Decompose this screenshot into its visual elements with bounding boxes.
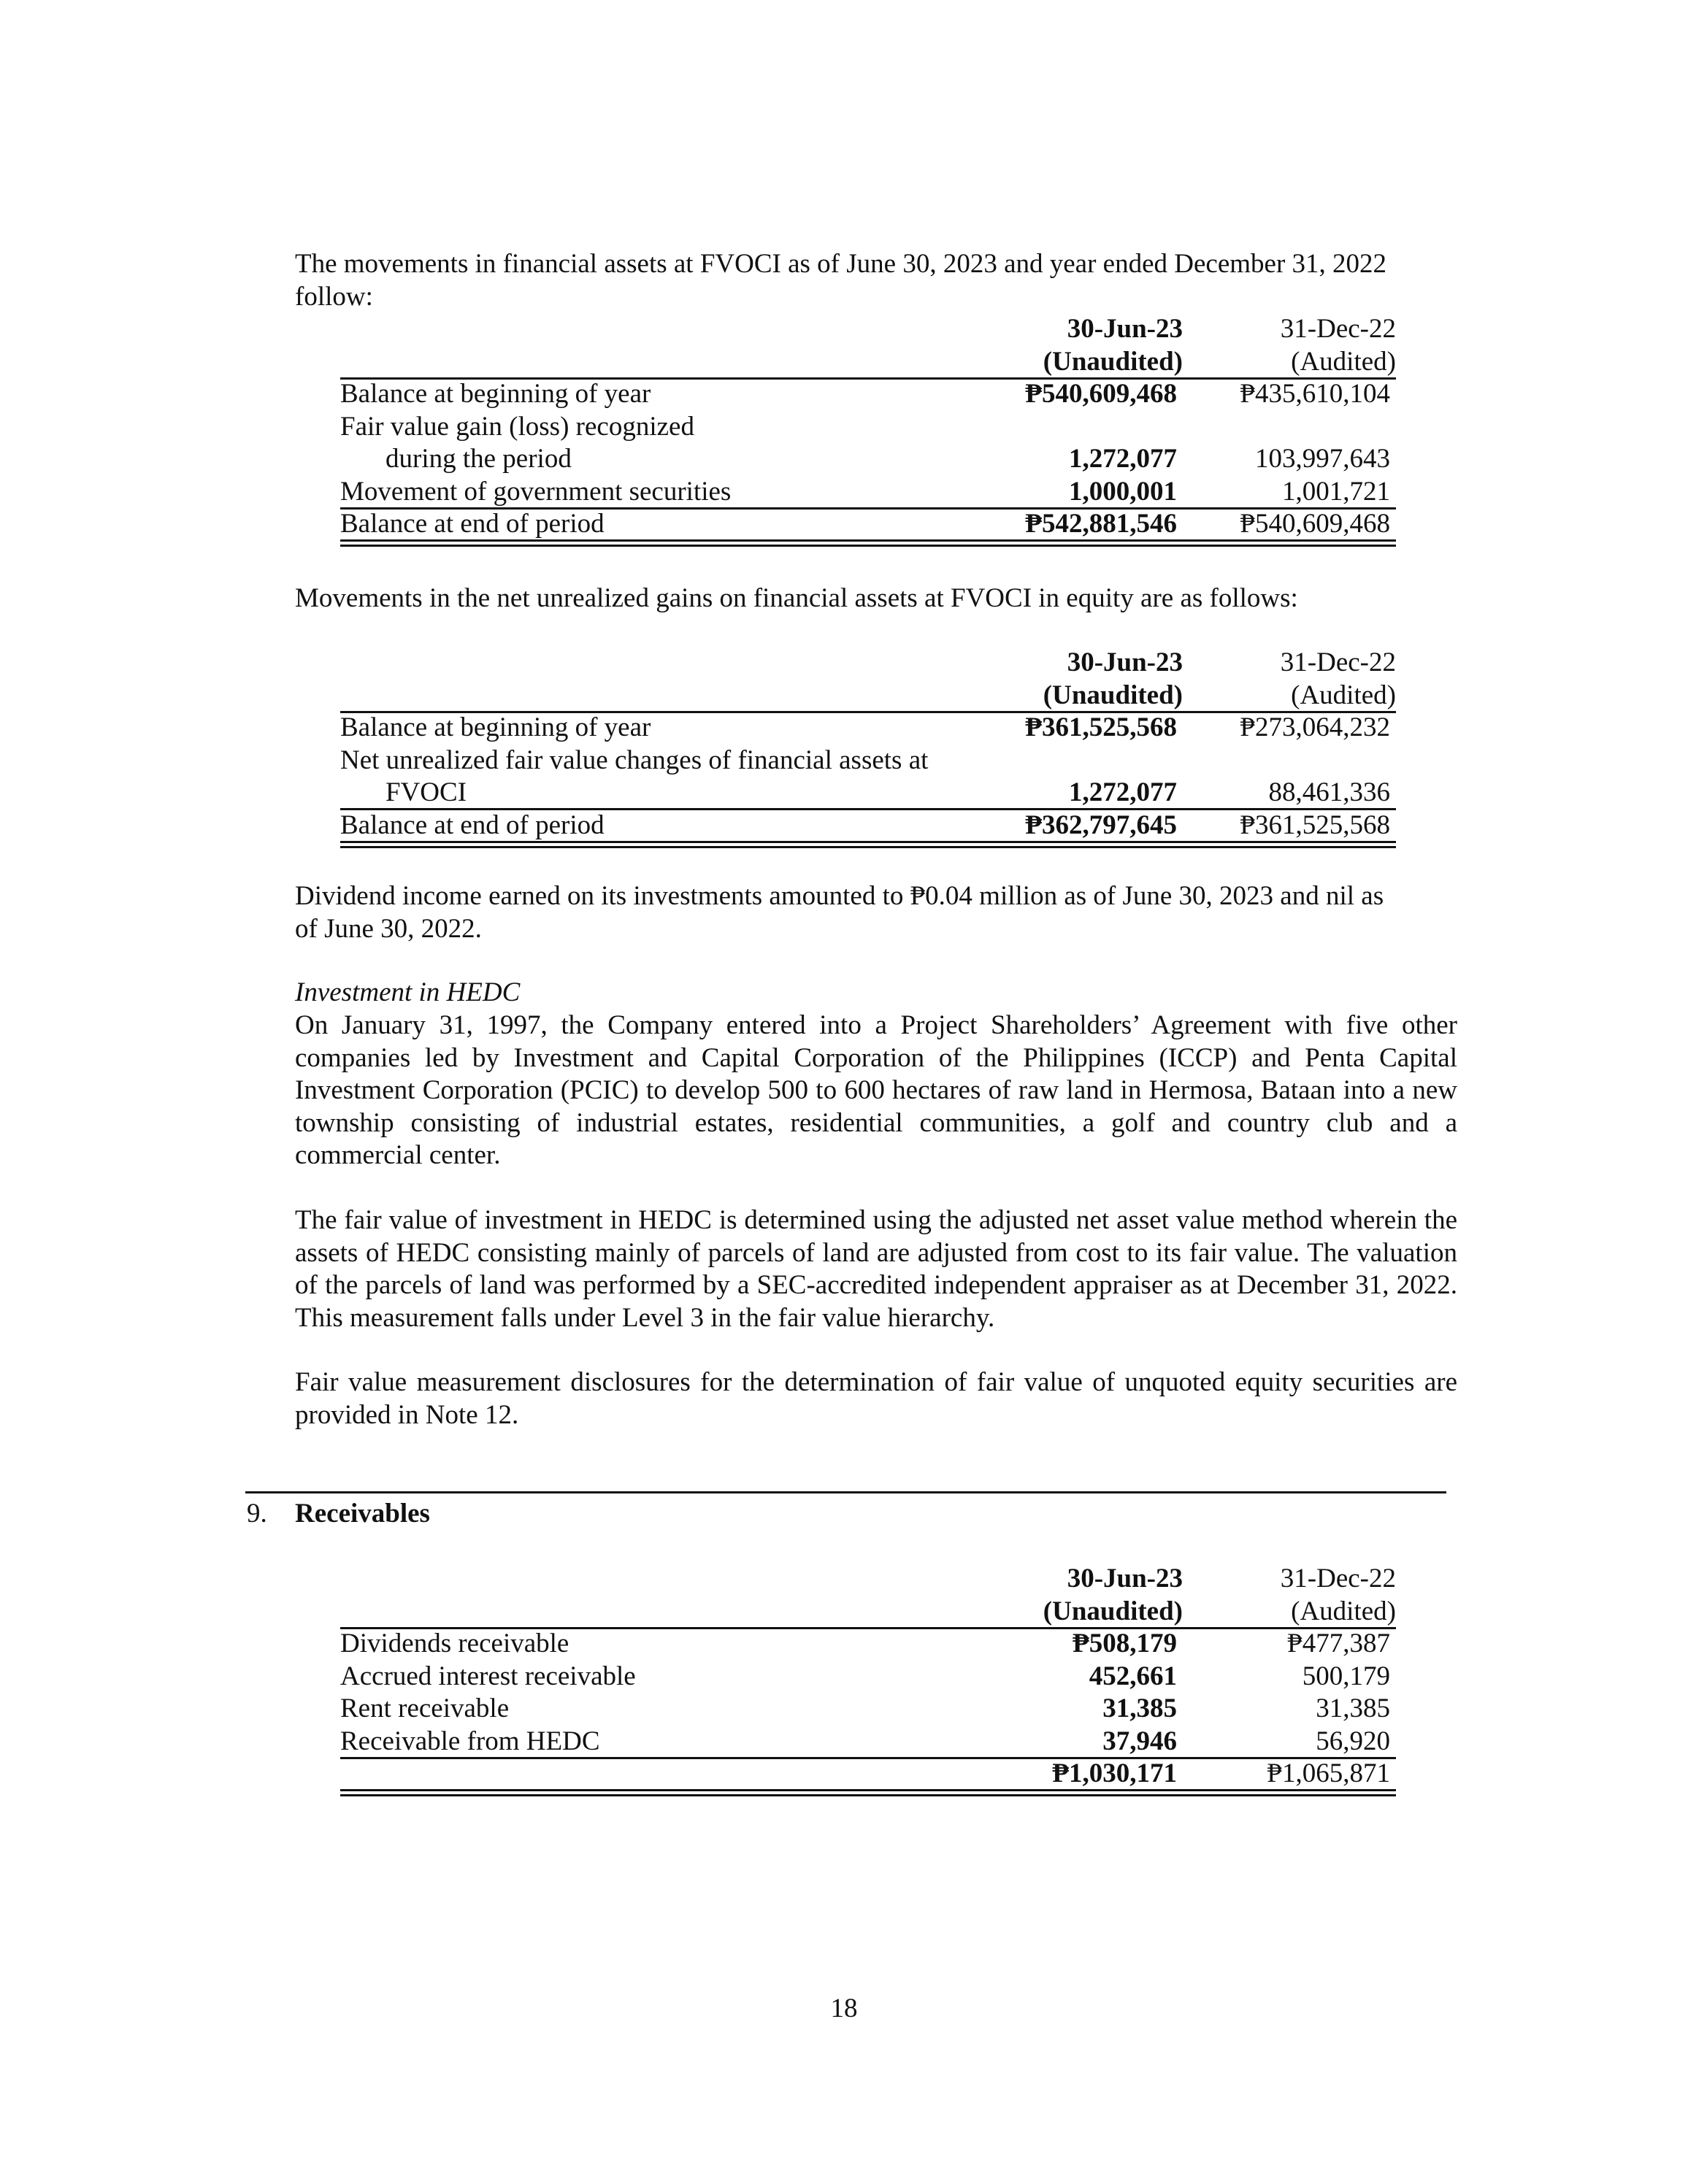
- col-subheader-audited: (Audited): [1291, 1596, 1396, 1626]
- table-header-row: [340, 680, 1396, 712]
- table-total-row: Balance at end of period ₱362,797,645 ₱361,525,568: [340, 810, 1396, 842]
- double-rule-top: [340, 539, 1396, 542]
- table-header-row: [340, 313, 1396, 346]
- table-total-row: Balance at end of period ₱542,881,546 ₱540,609,468: [340, 508, 1396, 541]
- intro-paragraph: The movements in financial assets at FVOCI as of June 30, 2023 and year ended December 31, 2022 follow:: [295, 249, 1387, 312]
- section-divider: [245, 1491, 1446, 1493]
- table-row: Fair value gain (loss) recognized: [340, 411, 694, 442]
- double-rule-bottom: [340, 1794, 1396, 1796]
- col-header-dec22: 31-Dec-22: [1280, 314, 1396, 344]
- hedc-heading: Investment in HEDC: [295, 977, 521, 1007]
- double-rule-top: [340, 1789, 1396, 1791]
- table-row: Dividends receivable ₱508,179 ₱477,387: [340, 1629, 1390, 1658]
- double-rule-top: [340, 841, 1396, 843]
- hedc-paragraph-2: The fair value of investment in HEDC is determined using the adjusted net asset value method wherein the assets of HEDC consisting mainly of parcels of land are adjusted from cost to its fair value. The valuation of the parcels of land was performed by a SEC-accredited independent appraiser as at December 31, 2022. This measurement falls under Level 3 in the fair value hierarchy.: [295, 1205, 1457, 1333]
- table-row: during the period 1,272,077 103,997,643: [385, 444, 1390, 474]
- col-header-jun23: 30-Jun-23: [1067, 647, 1183, 677]
- fvoci-movements-table: [340, 313, 1396, 541]
- table-header-row: [340, 346, 1396, 379]
- col-header-jun23: 30-Jun-23: [1067, 1564, 1183, 1593]
- table-row: FVOCI 1,272,077 88,461,336: [340, 777, 1396, 810]
- table-row: Movement of government securities 1,000,001 1,001,721: [340, 476, 1396, 509]
- unrealized-gains-table: [340, 647, 1396, 842]
- receivables-table: [340, 1563, 1396, 1791]
- table-total-row: ₱1,030,171 ₱1,065,871: [340, 1758, 1396, 1791]
- double-rule-bottom: [340, 846, 1396, 848]
- table-row: Net unrealized fair value changes of financial assets at: [340, 745, 929, 775]
- double-rule-bottom: [340, 545, 1396, 547]
- table-row: Rent receivable 31,385 31,385: [340, 1693, 1390, 1723]
- col-subheader-audited: (Audited): [1291, 680, 1396, 710]
- fair-value-disclosure-paragraph: Fair value measurement disclosures for the determination of fair value of unquoted equity securities are provided in Note 12.: [295, 1367, 1457, 1430]
- col-header-jun23: 30-Jun-23: [1067, 314, 1183, 344]
- dividend-paragraph: Dividend income earned on its investments amounted to ₱0.04 million as of June 30, 2023 and nil as of June 30, 2022.: [295, 881, 1384, 944]
- page-number: 18: [830, 1993, 858, 2023]
- table-row: Accrued interest receivable 452,661 500,179: [340, 1661, 1390, 1691]
- section-title: Receivables: [295, 1499, 430, 1529]
- table-header-row: [340, 1596, 1396, 1629]
- table-row: Receivable from HEDC 37,946 56,920: [340, 1726, 1396, 1758]
- table-row: Balance at beginning of year ₱361,525,568 ₱273,064,232: [340, 712, 1390, 742]
- col-subheader-unaudited: (Unaudited): [1043, 680, 1183, 710]
- table-header-row: [340, 1563, 1396, 1596]
- hedc-paragraph-1: On January 31, 1997, the Company entered into a Project Shareholders’ Agreement with five other companies led by Investment and Capital Corporation of the Philippines (ICCP) and Penta Capital Investment Corporation (PCIC) to develop 500 to 600 hectares of raw land in Hermosa, Bataan into a new township consisting of industrial estates, residential communities, a golf and country club and a commercial center.: [295, 1010, 1457, 1170]
- col-subheader-audited: (Audited): [1291, 346, 1396, 377]
- col-header-dec22: 31-Dec-22: [1280, 1564, 1396, 1593]
- unrealized-gains-intro: Movements in the net unrealized gains on financial assets at FVOCI in equity are as follows:: [295, 583, 1298, 613]
- col-subheader-unaudited: (Unaudited): [1043, 346, 1183, 377]
- col-header-dec22: 31-Dec-22: [1280, 647, 1396, 677]
- section-number: 9.: [247, 1499, 267, 1529]
- table-row: Balance at beginning of year ₱540,609,468 ₱435,610,104: [340, 379, 1390, 409]
- table-header-row: [340, 647, 1396, 680]
- col-subheader-unaudited: (Unaudited): [1043, 1596, 1183, 1626]
